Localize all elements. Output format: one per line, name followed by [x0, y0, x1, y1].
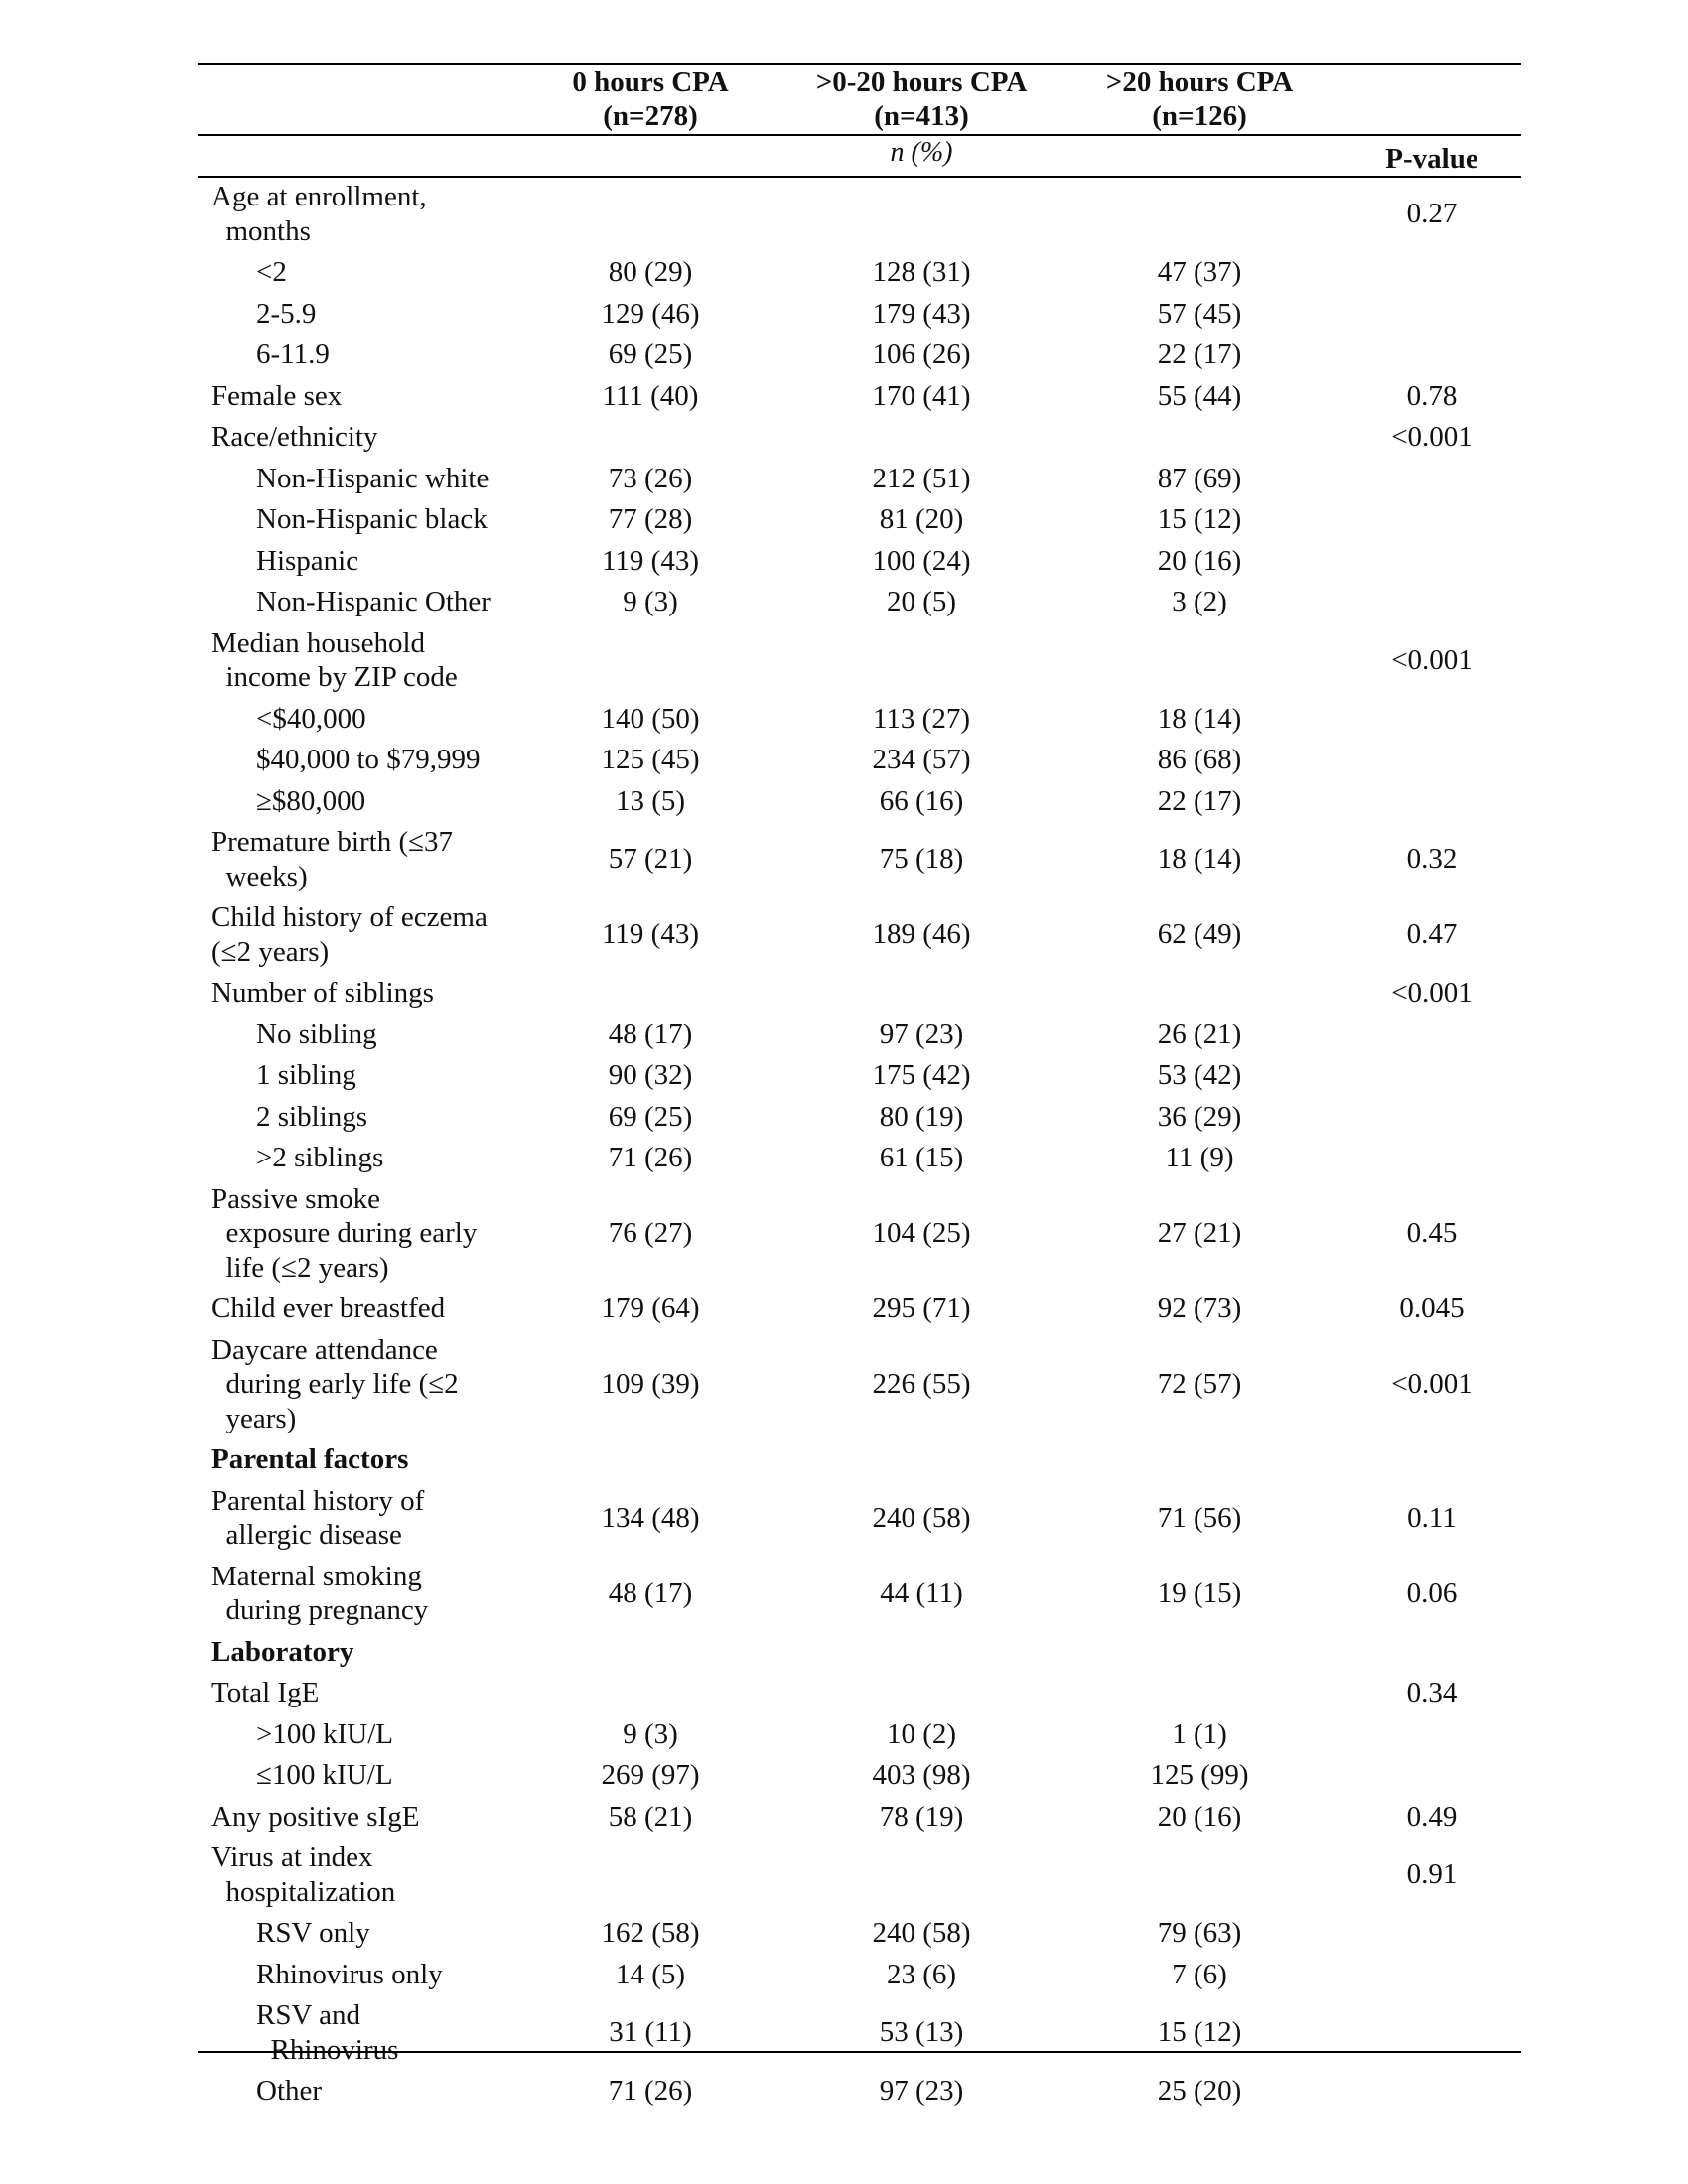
table-row [0, 1333, 1688, 1436]
cell-value: 26 (21) [1157, 1018, 1242, 1050]
p-value: 0.045 [1399, 1293, 1465, 1324]
cell-value: 189 (46) [872, 918, 971, 951]
cell-value: 15 (12) [1157, 2016, 1242, 2049]
p-value: 0.78 [1406, 379, 1458, 412]
row-label: Any positive sIgE [211, 1800, 420, 1833]
cell-value: 9 (3) [623, 586, 678, 617]
cell-value: 125 (45) [601, 744, 700, 775]
table-row [0, 1100, 1688, 1135]
cell-value: 55 (44) [1157, 379, 1242, 412]
row-label: Race/ethnicity [211, 421, 378, 453]
cell-value: 9 (3) [623, 1717, 678, 1750]
table-row [0, 2074, 1688, 2109]
cell-value: 97 (23) [879, 2075, 964, 2107]
p-value: 0.47 [1406, 918, 1458, 951]
table-row [0, 338, 1688, 372]
row-label: 6-11.9 [256, 339, 330, 370]
cell-value: 86 (68) [1157, 744, 1242, 775]
table-top-rule [198, 63, 1521, 65]
column-header-2 [1051, 66, 1348, 133]
cell-value: 48 (17) [608, 1018, 693, 1050]
column-header-line2: (n=278) [603, 100, 698, 132]
cell-value: 19 (15) [1157, 1576, 1242, 1609]
cell-value: 53 (42) [1157, 1059, 1242, 1091]
p-value: 0.11 [1407, 1501, 1457, 1534]
table-row [0, 544, 1688, 579]
header-mid-rule [198, 134, 1521, 136]
cell-value: 1 (1) [1172, 1717, 1227, 1750]
row-label: $40,000 to $79,999 [256, 744, 481, 775]
row-label: RSV only [256, 1917, 370, 1949]
cell-value: 22 (17) [1157, 339, 1242, 370]
row-label: Number of siblings [211, 977, 434, 1009]
row-label: 2 siblings [256, 1100, 367, 1133]
table-row [0, 1484, 1688, 1553]
row-label: <$40,000 [256, 702, 366, 735]
row-label: life (≤2 years) [211, 1251, 389, 1284]
row-label: hospitalization [211, 1875, 396, 1908]
row-label: Rhinovirus only [256, 1958, 443, 1990]
row-label: Parental history of [211, 1484, 425, 1517]
row-label: Daycare attendance [211, 1333, 438, 1366]
row-label: ≥$80,000 [256, 784, 366, 817]
cell-value: 71 (26) [608, 2075, 693, 2107]
row-label: >2 siblings [256, 1142, 384, 1173]
cell-value: 111 (40) [602, 379, 699, 412]
cell-value: 179 (64) [601, 1293, 700, 1324]
cell-value: 109 (39) [601, 1368, 700, 1400]
cell-value: 18 (14) [1157, 843, 1242, 876]
header-bottom-rule [198, 176, 1521, 178]
cell-value: 81 (20) [879, 503, 964, 535]
cell-value: 57 (21) [608, 843, 693, 876]
p-value: 0.27 [1406, 198, 1458, 230]
cell-value: 240 (58) [872, 1501, 971, 1534]
cell-value: 104 (25) [872, 1217, 971, 1249]
table-row [0, 1998, 1688, 2067]
cell-value: 92 (73) [1157, 1293, 1242, 1324]
p-value: 0.32 [1406, 843, 1458, 876]
row-label: during pregnancy [211, 1594, 429, 1626]
p-value: 0.49 [1406, 1800, 1458, 1833]
column-header-line1: 0 hours CPA [572, 67, 729, 98]
cell-value: 97 (23) [879, 1018, 964, 1050]
cell-value: 69 (25) [608, 339, 693, 370]
row-label: weeks) [211, 860, 308, 892]
cell-value: 57 (45) [1157, 297, 1242, 330]
p-value: 0.45 [1406, 1217, 1458, 1249]
cell-value: 179 (43) [872, 297, 971, 330]
table-row [0, 180, 1688, 248]
table-row [0, 702, 1688, 737]
p-value: <0.001 [1391, 421, 1473, 453]
column-header-0 [501, 66, 799, 133]
cell-value: 162 (58) [601, 1917, 700, 1949]
cell-value: 36 (29) [1157, 1100, 1242, 1133]
cell-value: 25 (20) [1157, 2075, 1242, 2107]
table-row [0, 1758, 1688, 1793]
table-row [0, 626, 1688, 695]
cell-value: 22 (17) [1157, 784, 1242, 817]
table-row [0, 1292, 1688, 1326]
cell-value: 77 (28) [608, 503, 693, 535]
row-label: income by ZIP code [211, 661, 458, 693]
table-row [0, 976, 1688, 1011]
cell-value: 62 (49) [1157, 918, 1242, 951]
cell-value: 11 (9) [1165, 1142, 1234, 1173]
cell-value: 27 (21) [1157, 1217, 1242, 1249]
p-value: 0.91 [1406, 1858, 1458, 1891]
cell-value: 140 (50) [601, 702, 700, 735]
cell-value: 100 (24) [872, 544, 971, 577]
table-row [0, 1560, 1688, 1628]
row-label: 1 sibling [256, 1059, 356, 1091]
row-label: Maternal smoking [211, 1560, 422, 1592]
row-label: Other [256, 2075, 323, 2107]
table-row [0, 255, 1688, 290]
row-label: exposure during early [211, 1217, 478, 1249]
table-row [0, 784, 1688, 819]
table-row [0, 1141, 1688, 1175]
row-label: Total IgE [211, 1677, 320, 1708]
cell-value: 170 (41) [872, 379, 971, 412]
cell-value: 90 (32) [608, 1059, 693, 1091]
cell-value: 295 (71) [872, 1293, 971, 1324]
table-row [0, 743, 1688, 777]
cell-value: 119 (43) [602, 544, 699, 577]
column-header-line2: (n=126) [1152, 100, 1247, 132]
cell-value: 14 (5) [615, 1958, 686, 1990]
cell-value: 175 (42) [872, 1059, 971, 1091]
row-label: 2-5.9 [256, 297, 317, 330]
section-heading: Parental factors [211, 1443, 409, 1475]
cell-value: 18 (14) [1157, 702, 1242, 735]
cell-value: 53 (13) [879, 2016, 964, 2049]
cell-value: 119 (43) [602, 918, 699, 951]
cell-value: 44 (11) [880, 1576, 963, 1609]
table-row [0, 825, 1688, 893]
row-label: Non-Hispanic black [256, 503, 488, 535]
p-value: 0.34 [1406, 1677, 1458, 1708]
table-row [0, 585, 1688, 619]
cell-value: 113 (27) [873, 702, 970, 735]
p-value: <0.001 [1391, 643, 1473, 676]
cell-value: 78 (19) [879, 1800, 964, 1833]
cell-value: 79 (63) [1157, 1917, 1242, 1949]
cell-value: 73 (26) [608, 462, 693, 494]
cell-value: 75 (18) [879, 843, 964, 876]
row-label: >100 kIU/L [256, 1717, 393, 1750]
cell-value: 106 (26) [872, 339, 971, 370]
row-label: years) [211, 1402, 297, 1434]
row-label: Hispanic [256, 544, 359, 577]
column-header-line2: (n=413) [874, 100, 969, 132]
row-label: Female sex [211, 379, 343, 412]
table-row [0, 462, 1688, 496]
row-label: Rhinovirus [256, 2033, 399, 2066]
cell-value: 13 (5) [615, 784, 686, 817]
row-label: months [211, 214, 311, 247]
cell-value: 403 (98) [872, 1759, 971, 1791]
cell-value: 58 (21) [608, 1800, 693, 1833]
cell-value: 47 (37) [1157, 256, 1242, 288]
column-header-line1: >20 hours CPA [1105, 67, 1294, 98]
cell-value: 69 (25) [608, 1100, 693, 1133]
table-row [0, 297, 1688, 332]
table-row [0, 1916, 1688, 1951]
cell-value: 128 (31) [872, 256, 971, 288]
column-header-line1: >0-20 hours CPA [815, 67, 1028, 98]
cell-value: 87 (69) [1157, 462, 1242, 494]
table-row [0, 1800, 1688, 1835]
cell-value: 80 (29) [608, 256, 693, 288]
row-label: Median household [211, 626, 426, 659]
row-label: RSV and [256, 1999, 361, 2031]
table-row [0, 420, 1688, 455]
cell-value: 80 (19) [879, 1100, 964, 1133]
column-header-1 [773, 66, 1070, 133]
table-row [0, 1635, 1688, 1670]
cell-value: 240 (58) [872, 1917, 971, 1949]
row-label: (≤2 years) [211, 935, 330, 968]
cell-value: 15 (12) [1157, 503, 1242, 535]
row-label: Child ever breastfed [211, 1293, 446, 1324]
row-label: Child history of eczema [211, 901, 488, 933]
table-row [0, 1442, 1688, 1477]
cell-value: 3 (2) [1172, 586, 1227, 617]
table-row [0, 502, 1688, 537]
cell-value: 226 (55) [872, 1368, 971, 1400]
cell-value: 72 (57) [1157, 1368, 1242, 1400]
unit-label: n (%) [890, 137, 953, 168]
row-label: allergic disease [211, 1519, 402, 1551]
table-row [0, 1182, 1688, 1286]
cell-value: 61 (15) [879, 1142, 964, 1173]
cell-value: 31 (11) [609, 2016, 692, 2049]
table-row [0, 1717, 1688, 1752]
table-row [0, 1018, 1688, 1052]
row-label: during early life (≤2 [211, 1368, 459, 1400]
cell-value: 234 (57) [872, 744, 971, 775]
p-value: 0.06 [1406, 1576, 1458, 1609]
row-label: <2 [256, 256, 287, 288]
table-row [0, 1841, 1688, 1909]
table-row [0, 1058, 1688, 1093]
row-label: Non-Hispanic Other [256, 586, 491, 617]
pvalue-header: P-value [1385, 143, 1478, 175]
table-row [0, 900, 1688, 969]
cell-value: 212 (51) [872, 462, 971, 494]
cell-value: 48 (17) [608, 1576, 693, 1609]
cell-value: 20 (5) [886, 586, 957, 617]
cell-value: 269 (97) [601, 1759, 700, 1791]
cell-value: 23 (6) [886, 1958, 957, 1990]
section-heading: Laboratory [211, 1635, 354, 1668]
cell-value: 71 (56) [1157, 1501, 1242, 1534]
cell-value: 20 (16) [1157, 544, 1242, 577]
p-value: <0.001 [1391, 977, 1473, 1009]
cell-value: 125 (99) [1150, 1759, 1249, 1791]
row-label: ≤100 kIU/L [256, 1759, 393, 1791]
table-row [0, 1676, 1688, 1710]
row-label: Non-Hispanic white [256, 462, 490, 494]
row-label: Passive smoke [211, 1182, 380, 1215]
cell-value: 7 (6) [1172, 1958, 1227, 1990]
row-label: Premature birth (≤37 [211, 826, 454, 858]
row-label: Virus at index [211, 1842, 373, 1873]
cell-value: 10 (2) [886, 1717, 957, 1750]
cell-value: 76 (27) [608, 1217, 693, 1249]
cell-value: 134 (48) [601, 1501, 700, 1534]
table-bottom-rule [198, 2051, 1521, 2053]
table-row [0, 379, 1688, 414]
row-label: Age at enrollment, [211, 181, 427, 212]
cell-value: 20 (16) [1157, 1800, 1242, 1833]
table-row [0, 1958, 1688, 1992]
p-value: <0.001 [1391, 1368, 1473, 1400]
row-label: No sibling [256, 1018, 377, 1050]
cell-value: 66 (16) [879, 784, 964, 817]
cell-value: 71 (26) [608, 1142, 693, 1173]
cell-value: 129 (46) [601, 297, 700, 330]
